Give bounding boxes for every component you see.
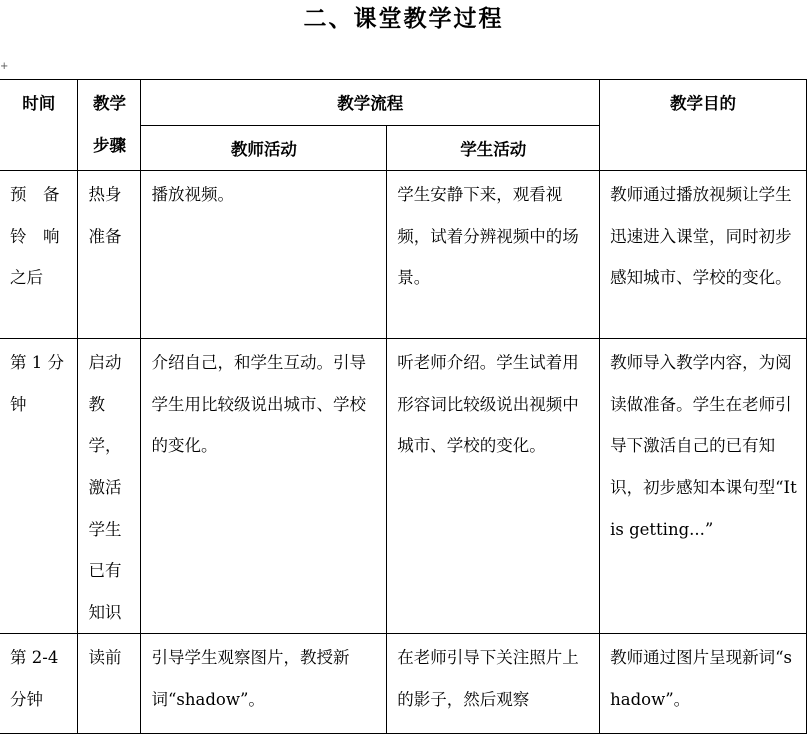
page-title: 二、课堂教学过程 bbox=[303, 5, 504, 32]
step-cell: 启动 教 学， 激活 学生 已有 知识 bbox=[78, 339, 141, 634]
student-activity-cell: 听老师介绍。学生试着用形容词比较级说出视频中城市、学校的变化。 bbox=[387, 339, 600, 634]
lesson-process-table bbox=[0, 79, 807, 734]
table-row bbox=[0, 634, 807, 734]
table-anchor-mark: + bbox=[0, 61, 9, 72]
header-purpose: 教学目的 bbox=[600, 80, 807, 171]
table-row bbox=[0, 171, 807, 339]
time-cell: 预 备 铃 响 之后 bbox=[0, 171, 78, 339]
time-cell: 第 1 分 钟 bbox=[0, 339, 78, 634]
header-flow: 教学流程 bbox=[141, 80, 600, 126]
step-cell: 热身 准备 bbox=[78, 171, 141, 339]
purpose-cell: 教师通过播放视频让学生迅速进入课堂，同时初步感知城市、学校的变化。 bbox=[600, 171, 807, 339]
header-student-activity: 学生活动 bbox=[387, 125, 600, 171]
teacher-activity-cell: 播放视频。 bbox=[141, 171, 387, 339]
step-cell: 读前 bbox=[78, 634, 141, 734]
teacher-activity-cell: 引导学生观察图片，教授新词“shadow”。 bbox=[141, 634, 387, 734]
table-row bbox=[0, 339, 807, 634]
time-cell: 第 2-4 分钟 bbox=[0, 634, 78, 734]
header-steps: 教学 步骤 bbox=[78, 80, 141, 171]
purpose-cell: 教师导入教学内容，为阅读做准备。学生在老师引导下激活自己的已有知识，初步感知本课句型“It is getting...” bbox=[600, 339, 807, 634]
header-time: 时间 bbox=[0, 80, 78, 171]
student-activity-cell: 在老师引导下关注照片上的影子，然后观察 bbox=[387, 634, 600, 734]
header-teacher-activity: 教师活动 bbox=[141, 125, 387, 171]
student-activity-cell: 学生安静下来，观看视频，试着分辨视频中的场景。 bbox=[387, 171, 600, 339]
purpose-cell: 教师通过图片呈现新词“shadow”。 bbox=[600, 634, 807, 734]
teacher-activity-cell: 介绍自己，和学生互动。引导学生用比较级说出城市、学校的变化。 bbox=[141, 339, 387, 634]
